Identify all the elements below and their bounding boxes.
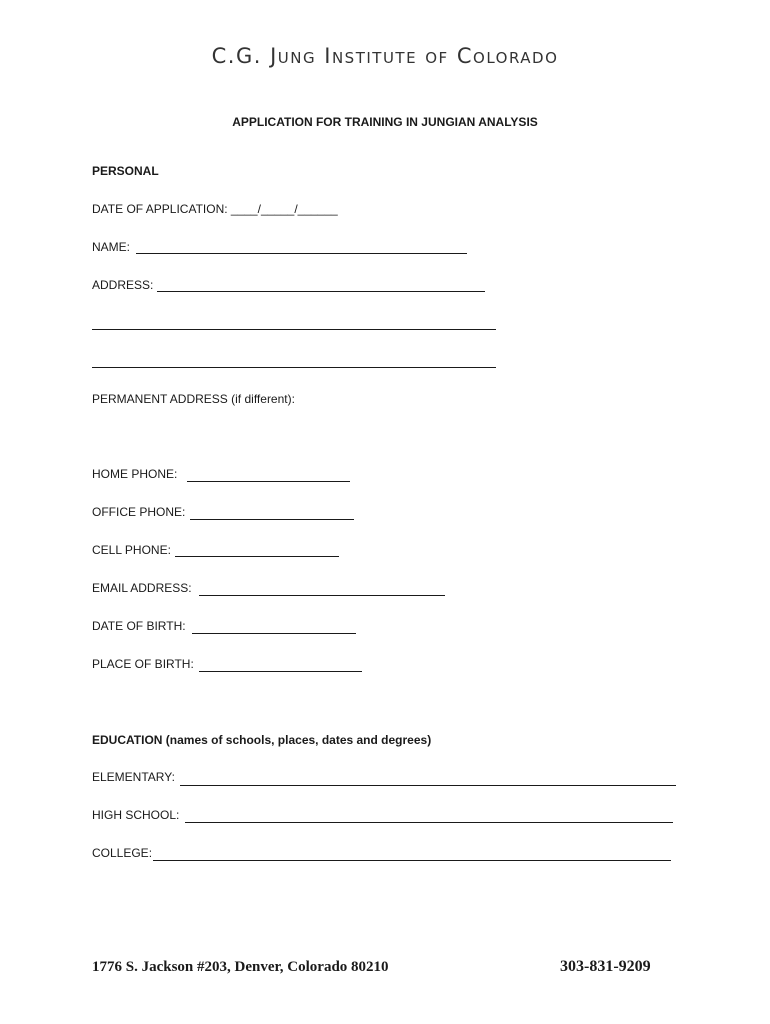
cell-phone-label: CELL PHONE: — [92, 543, 171, 557]
place-of-birth-label: PLACE OF BIRTH: — [92, 657, 194, 671]
cell-phone-field-line[interactable] — [175, 556, 339, 557]
home-phone-label: HOME PHONE: — [92, 467, 178, 481]
date-of-application-field[interactable]: DATE OF APPLICATION: ____/_____/______ — [92, 202, 338, 216]
elementary-field-line[interactable] — [180, 785, 676, 786]
form-title: APPLICATION FOR TRAINING IN JUNGIAN ANALYSIS — [232, 115, 538, 129]
email-label: EMAIL ADDRESS: — [92, 581, 192, 595]
college-label: COLLEGE: — [92, 846, 153, 860]
email-field-line[interactable] — [199, 595, 445, 596]
date-of-birth-label: DATE OF BIRTH: — [92, 619, 186, 633]
personal-heading: PERSONAL — [92, 164, 159, 178]
footer-address: 1776 S. Jackson #203, Denver, Colorado 80210 — [92, 959, 389, 975]
college-field-line[interactable] — [153, 860, 671, 861]
footer-phone: 303-831-9209 — [560, 958, 651, 975]
address-field-line-1[interactable] — [157, 291, 485, 292]
institute-title: C.G. Jung Institute of Colorado — [211, 44, 559, 68]
home-phone-field-line[interactable] — [187, 481, 350, 482]
date-of-birth-field-line[interactable] — [192, 633, 356, 634]
name-field-line[interactable] — [136, 253, 467, 254]
permanent-address-label: PERMANENT ADDRESS (if different): — [92, 392, 295, 406]
address-label: ADDRESS: — [92, 278, 154, 292]
place-of-birth-field-line[interactable] — [199, 671, 362, 672]
office-phone-label: OFFICE PHONE: — [92, 505, 186, 519]
office-phone-field-line[interactable] — [190, 519, 354, 520]
education-heading: EDUCATION (names of schools, places, dates and degrees) — [92, 733, 432, 747]
address-field-line-3[interactable] — [92, 367, 496, 368]
elementary-label: ELEMENTARY: — [92, 770, 175, 784]
high-school-label: HIGH SCHOOL: — [92, 808, 180, 822]
high-school-field-line[interactable] — [185, 822, 673, 823]
address-field-line-2[interactable] — [92, 329, 496, 330]
name-label: NAME: — [92, 240, 131, 254]
